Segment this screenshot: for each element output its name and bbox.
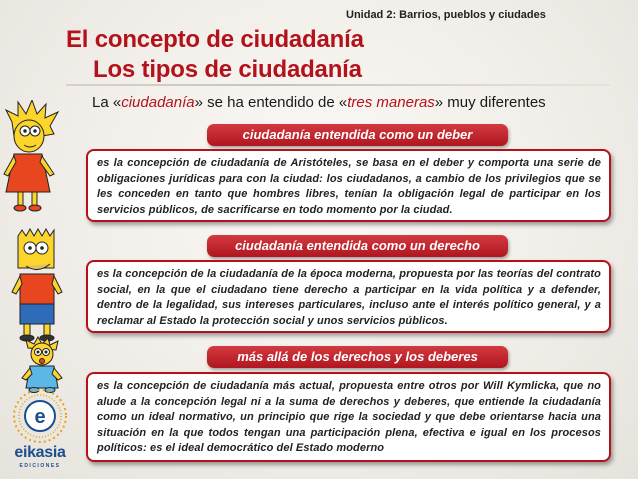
section-heading-mas-alla: más allá de los derechos y los deberes (207, 346, 508, 368)
section-heading-derecho: ciudadanía entendida como un derecho (207, 235, 508, 257)
section-text-mas-alla: es la concepción de ciudadanía más actual, propuesta entre otros por Will Kymlicka, que no alude a la concepción legal ni a la suma de derechos y deberes, que entiende la ciudadanía como un ideal normativo, un principio que rige la sociedad y que debe orientarse hacia una situación en la que todos tengan una participación plena, efectiva e igual en los procesos políticos: es el ideal democrático del Estado moderno (86, 372, 611, 462)
intro-sentence (92, 94, 632, 111)
section-text-derecho: es la concepción de la ciudadanía de la época moderna, propuesta por las teorías del contrato social, en la que el ciudadano tiene derecho a participar en la vida política y a defender, dentro de la legalidad, sus intereses particulares, incluso ante el interés político general, y a reclamar al Estado la protección social y unos servicios públicos. (86, 260, 611, 333)
logo-name: eikasia (14, 444, 66, 461)
header-bar (0, 0, 638, 26)
publisher-logo (8, 386, 72, 476)
page-title: El concepto de ciudadanía (66, 26, 364, 53)
logo-tagline: EDICIONES (19, 463, 61, 469)
intro-term-tres-maneras: tres maneras (347, 94, 435, 111)
eikasia-logo-icon (8, 386, 72, 446)
spiky-hair-girl-illustration (2, 100, 62, 212)
spiky-hair-boy-illustration (8, 226, 66, 344)
intro-text-before: La « (92, 94, 122, 111)
logo-letter: e (34, 406, 46, 428)
title-divider (66, 84, 610, 86)
unit-label: Unidad 2: Barrios, pueblos y ciudades (346, 9, 546, 21)
page-subtitle: Los tipos de ciudadanía (93, 56, 362, 83)
intro-text-after: » muy diferentes (434, 94, 546, 111)
section-heading-deber: ciudadanía entendida como un deber (207, 124, 508, 146)
intro-term-ciudadania: ciudadanía (121, 94, 195, 111)
section-text-deber: es la concepción de ciudadanía de Aristóteles, se basa en el deber y comporta una serie de obligaciones jurídicas para con la ciudad: los ciudadanos, a cambio de los privilegios que se les conceden en tanto que hombres libres, tenían la obligación legal de participar en los servicios públicos, de sacrificarse en todo momento por la ciudad. (86, 149, 611, 222)
intro-text-middle: » se ha entendido de « (194, 94, 348, 111)
